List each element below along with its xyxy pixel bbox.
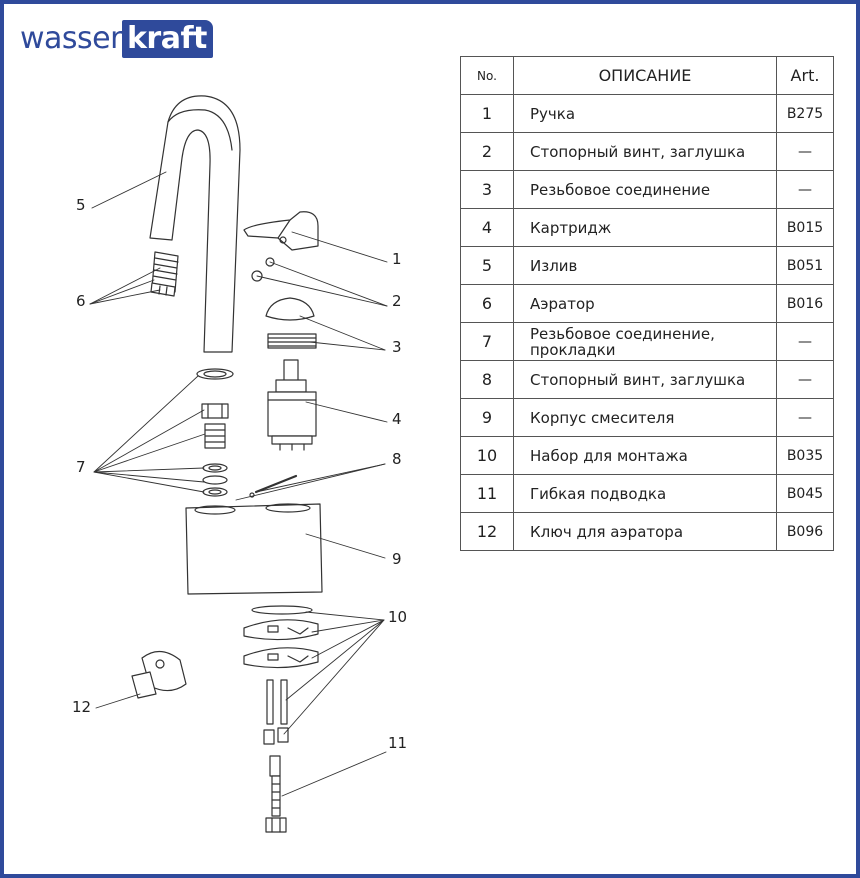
- callout-11: 11: [388, 734, 408, 752]
- header-art: Art.: [777, 57, 834, 95]
- row-art: —: [777, 171, 834, 209]
- row-art: B045: [777, 475, 834, 513]
- row-art: B016: [777, 285, 834, 323]
- table-row: [461, 133, 834, 171]
- callout-12: 12: [72, 698, 92, 716]
- row-description: Стопорный винт, заглушка: [514, 361, 777, 399]
- row-no: 7: [461, 323, 514, 361]
- callout-5: 5: [76, 196, 86, 214]
- mixer-body-part: [186, 504, 322, 594]
- callout-10: 10: [388, 608, 408, 626]
- row-no: 2: [461, 133, 514, 171]
- row-art: B035: [777, 437, 834, 475]
- row-no: 12: [461, 513, 514, 551]
- table-row: [461, 475, 834, 513]
- row-description: Гибкая подводка: [514, 475, 777, 513]
- row-art: B015: [777, 209, 834, 247]
- table-row: [461, 285, 834, 323]
- table-row: [461, 399, 834, 437]
- callout-4: 4: [392, 410, 402, 428]
- row-no: 4: [461, 209, 514, 247]
- row-no: 11: [461, 475, 514, 513]
- row-no: 10: [461, 437, 514, 475]
- table-row: [461, 513, 834, 551]
- aerator-part: [151, 252, 178, 296]
- callout-3: 3: [392, 338, 402, 356]
- parts-table: [460, 56, 834, 551]
- row-description: Аэратор: [514, 285, 777, 323]
- row-no: 1: [461, 95, 514, 133]
- leader-lines: [90, 172, 387, 796]
- row-art: —: [777, 361, 834, 399]
- row-description: Ключ для аэратора: [514, 513, 777, 551]
- callout-7: 7: [76, 458, 86, 476]
- handle-part: [244, 212, 318, 250]
- row-art: —: [777, 399, 834, 437]
- row-description: Ручка: [514, 95, 777, 133]
- row-art: B275: [777, 95, 834, 133]
- brand-logo-kraft: kraft: [122, 20, 213, 58]
- row-description: Резьбовое соединение, прокладки: [514, 323, 777, 361]
- row-description: Резьбовое соединение: [514, 171, 777, 209]
- plug-screw-part: [250, 476, 296, 497]
- table-row: [461, 95, 834, 133]
- row-art: B096: [777, 513, 834, 551]
- table-row: [461, 209, 834, 247]
- row-art: —: [777, 323, 834, 361]
- threaded-connection-part: [266, 298, 316, 348]
- row-no: 8: [461, 361, 514, 399]
- callout-6: 6: [76, 292, 86, 310]
- callout-8: 8: [392, 450, 402, 468]
- row-no: 3: [461, 171, 514, 209]
- row-description: Картридж: [514, 209, 777, 247]
- header-description: ОПИСАНИЕ: [514, 57, 777, 95]
- mounting-kit-part: [244, 606, 318, 744]
- callout-1: 1: [392, 250, 402, 268]
- row-description: Корпус смесителя: [514, 399, 777, 437]
- row-no: 9: [461, 399, 514, 437]
- aerator-key-part: [132, 651, 186, 698]
- flex-hose-part: [266, 756, 286, 832]
- row-description: Набор для монтажа: [514, 437, 777, 475]
- row-art: B051: [777, 247, 834, 285]
- row-no: 6: [461, 285, 514, 323]
- row-description: Стопорный винт, заглушка: [514, 133, 777, 171]
- row-description: Излив: [514, 247, 777, 285]
- table-row: [461, 171, 834, 209]
- table-row: [461, 247, 834, 285]
- row-art: —: [777, 133, 834, 171]
- spout-part: [150, 96, 240, 352]
- callout-2: 2: [392, 292, 402, 310]
- table-row: [461, 361, 834, 399]
- parts-table-header: [461, 57, 834, 95]
- gasket-stack-part: [197, 369, 233, 496]
- header-no: No.: [461, 57, 514, 95]
- table-row: [461, 437, 834, 475]
- cartridge-part: [268, 360, 316, 450]
- brand-logo-wasser: wasser: [20, 21, 122, 56]
- table-row: [461, 323, 834, 361]
- callout-9: 9: [392, 550, 402, 568]
- row-no: 5: [461, 247, 514, 285]
